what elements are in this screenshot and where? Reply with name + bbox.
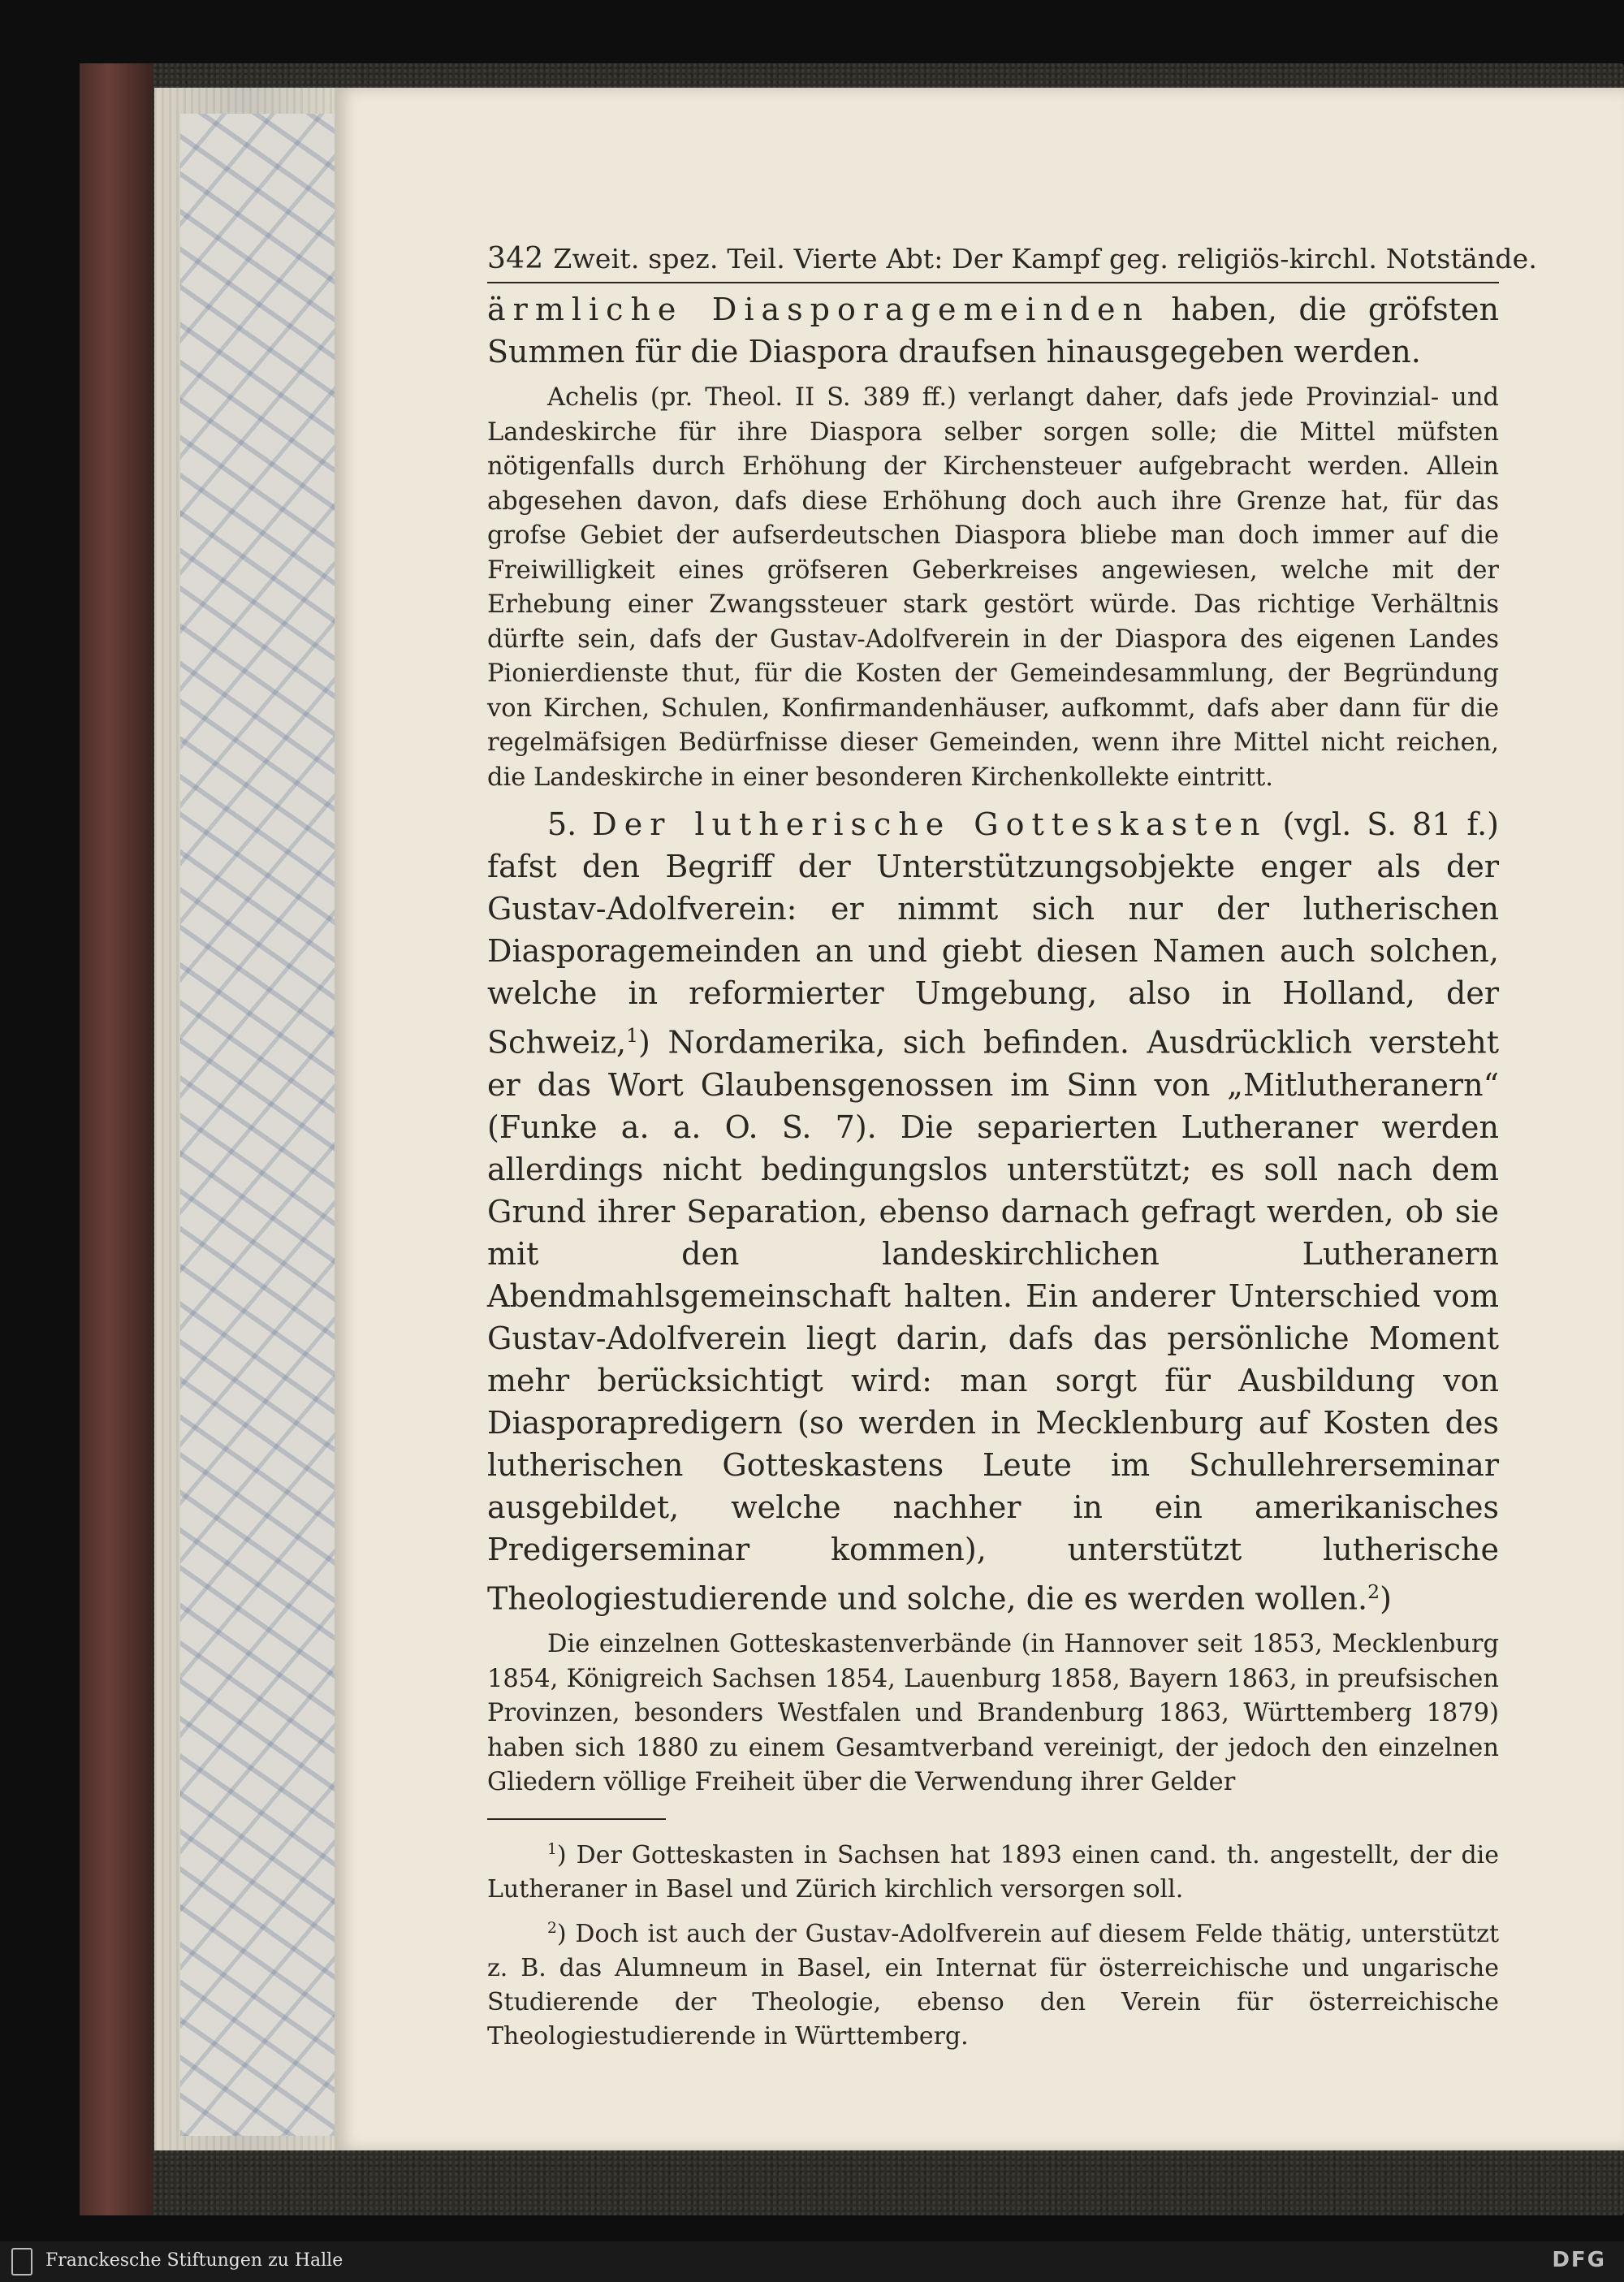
paragraph-4-small: Die einzelnen Gotteskastenverbände (in Hannover seit 1853, Mecklenburg 1854, Königreich Sachsen 1854, Lauenburg 1858, Bayern 1863, in preufsischen Provinzen, besonders Westfalen und Brandenburg 1863, Württemberg 1879) haben sich 1880 zu einem Gesamtverband vereinigt, der jedoch den einzelnen Gliedern völlige Freiheit über die Verwendung ihrer Gelder bbox=[487, 1630, 1499, 1797]
dfg-mark: DFG bbox=[1552, 2248, 1606, 2272]
paragraph-1 bbox=[487, 288, 1499, 373]
footnote-1-text: ) Der Gotteskasten in Sachsen hat 1893 einen cand. th. angestellt, der die Lutheraner in Basel und Zürich kirchlich versorgen soll. bbox=[487, 1840, 1499, 1904]
institution-logo-icon bbox=[11, 2248, 32, 2276]
running-title: Zweit. spez. Teil. Vierte Abt: Der Kampf geg. religiös-kirchl. Notstände. bbox=[553, 243, 1538, 274]
spaced-term-gotteskasten: Der lutherische Gotteskasten bbox=[592, 806, 1268, 842]
footnote-1-marker: 1 bbox=[547, 1840, 557, 1858]
footnote-2-text: ) Doch ist auch der Gustav-Adolfverein auf diesem Felde thätig, unterstützt z. B. das Alumneum in Basel, ein Internat für österreichische und ungarische Studierende der Theologie, ebenso den Verein für österreichische Theologiestudierende in Württemberg. bbox=[487, 1919, 1499, 2051]
viewer-footer bbox=[0, 2241, 1624, 2282]
spaced-term-diaspora: ärmliche Diasporagemeinden bbox=[487, 292, 1150, 327]
paragraph-2-small: Achelis (pr. Theol. II S. 389 ff.) verlangt daher, dafs jede Provinzial- und Landeskirche für ihre Diaspora selber sorgen solle; die Mittel müfsten nötigenfalls durch Erhöhung der Kirchensteuer aufgebracht werden. Allein abgesehen davon, dafs diese Erhöhung doch auch ihre Grenze hat, für das grofse Gebiet der aufserdeutschen Diaspora bliebe man doch immer auf die Freiwilligkeit eines gröfseren Geberkreises angewiesen, welche mit der Erhebung einer Zwangssteuer stark gestört würde. Das richtige Verhältnis dürfte sein, dafs der Gustav-Adolfverein in der Diaspora des eigenen Landes Pionierdienste thut, für die Kosten der Gemeindesammlung, der Begründung von Kirchen, Schulen, Konfirmandenhäuser, aufkommt, dafs aber dann für die regelmäfsigen Bedürfnisse dieser Gemeinden, wenn ihre Mittel nicht reichen, die Landeskirche in einer besonderen Kirchenkollekte eintritt. bbox=[487, 383, 1499, 792]
paragraph-3-end: ) bbox=[1380, 1580, 1392, 1617]
paragraph-3-b: ) Nordamerika, sich befinden. Ausdrücklich versteht er das Wort Glaubensgenossen im Sinn von „Mitlutheranern“ (Funke a. a. O. S. 7). Die separierten Lutheraner werden allerdings nicht bedingungslos unterstützt; es soll nach dem Grund ihrer Separation, ebenso darnach gefragt werden, ob sie mit den landeskirchlichen Lutheranern Abendmahlsgemeinschaft halten. Ein anderer Unterschied vom Gustav-Adolfverein liegt darin, dafs das persönliche Moment mehr berücksichtigt wird: man sorgt für Ausbildung von Diasporapredigern (so werden in Mecklenburg auf Kosten des lutherischen Gotteskastens Leute im Schullehrerseminar ausgebildet, welche nachher in ein amerikanisches Predigerseminar kommen), unterstützt lutherische Theologiestudierende und solche, die es werden wollen. bbox=[487, 1024, 1499, 1617]
institution-name[interactable]: Franckesche Stiftungen zu Halle bbox=[45, 2250, 343, 2271]
footnote-ref-2[interactable]: 2 bbox=[1367, 1580, 1380, 1603]
marbled-edge bbox=[180, 114, 335, 2136]
running-header bbox=[487, 242, 1538, 283]
footnote-ref-1[interactable]: 1 bbox=[626, 1024, 639, 1047]
footnote-2-marker: 2 bbox=[547, 1919, 557, 1937]
book-spine-leather bbox=[80, 63, 153, 2215]
paragraph-3 bbox=[487, 803, 1499, 1619]
page-number: 342 bbox=[487, 242, 544, 275]
section-number: 5. bbox=[547, 806, 593, 842]
footnote-divider bbox=[487, 1818, 666, 1820]
footnote-1 bbox=[487, 1833, 1499, 1907]
paragraph-3-a: (vgl. S. 81 f.) fafst den Begriff der Unterstützungsobjekte enger als der Gustav-Adolfverein: er nimmt sich nur der lutherischen Diasporagemeinden an und giebt diesen Namen auch solchen, welche in reformierter Umgebung, also in Holland, der Schweiz, bbox=[487, 806, 1499, 1061]
text-block bbox=[487, 242, 1538, 2054]
footnote-2 bbox=[487, 1912, 1499, 2054]
paragraph-1-rest: haben, die gröfsten Summen für die Diaspora draufsen hinausgegeben werden. bbox=[487, 292, 1499, 370]
